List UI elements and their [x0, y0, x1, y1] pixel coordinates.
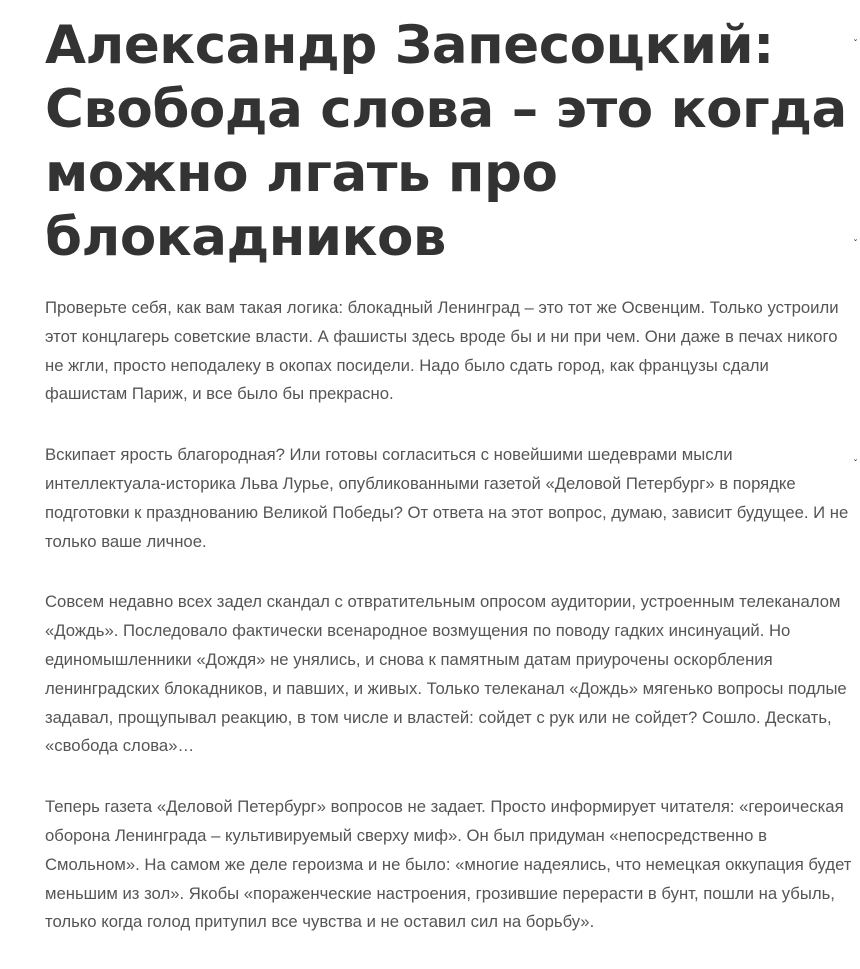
edge-mark-2: ˇ: [853, 239, 858, 250]
article-paragraph-3: Совсем недавно всех задел скандал с отвратительным опросом аудитории, устроенным телеканалом «Дождь». Последовало фактически всенародное возмущения по поводу гадких инсинуаций. Но единомышленники «Дождя» не унялись, и снова к памятным датам приурочены оскорбления ленинградских блокадников, и павших, и живых. Только телеканал «Дождь» мягенько вопросы подлые задавал, прощупывал реакцию, в том числе и властей: сойдет с рук или не сойдет? Сошло. Дескать, «свобода слова»…: [45, 592, 847, 756]
article: [45, 14, 853, 969]
right-edge-marks: [850, 0, 860, 962]
article-paragraph-4: Теперь газета «Деловой Петербург» вопросов не задает. Просто информирует читателя: «героическая оборона Ленинграда – культивируемый сверху миф». Он был придуман «непосредственно в Смольном». На самом же деле героизма и не было: «многие надеялись, что немецкая оккупация будет меньшим из зол». Якобы «пораженческие настроения, грозившие перерасти в бунт, пошли на убыль, только когда голод притупил все чувства и не оставил сил на борьбу».: [45, 797, 852, 932]
edge-mark-3: ˇ: [853, 459, 858, 470]
article-paragraph-1: Проверьте себя, как вам такая логика: блокадный Ленинград – это тот же Освенцим. Только устроили этот концлагерь советские власти. А фашисты здесь вроде бы и ни при чем. Они даже в печах никого не жгли, просто неподалеку в окопах посидели. Надо было сдать город, как французы сдали фашистам Париж, и все было бы прекрасно.: [45, 298, 839, 404]
edge-mark-1: ˇ: [853, 39, 858, 50]
article-title: Александр Запесоцкий: Свобода слова – это когда можно лгать про блокадников: [45, 15, 847, 268]
article-paragraph-2: Вскипает ярость благородная? Или готовы согласиться с новейшими шедеврами мысли интеллектуала-историка Льва Лурье, опубликованными газетой «Деловой Петербург» в порядке подготовки к празднованию Великой Победы? От ответа на этот вопрос, думаю, зависит будущее. И не только ваше личное.: [45, 445, 849, 551]
